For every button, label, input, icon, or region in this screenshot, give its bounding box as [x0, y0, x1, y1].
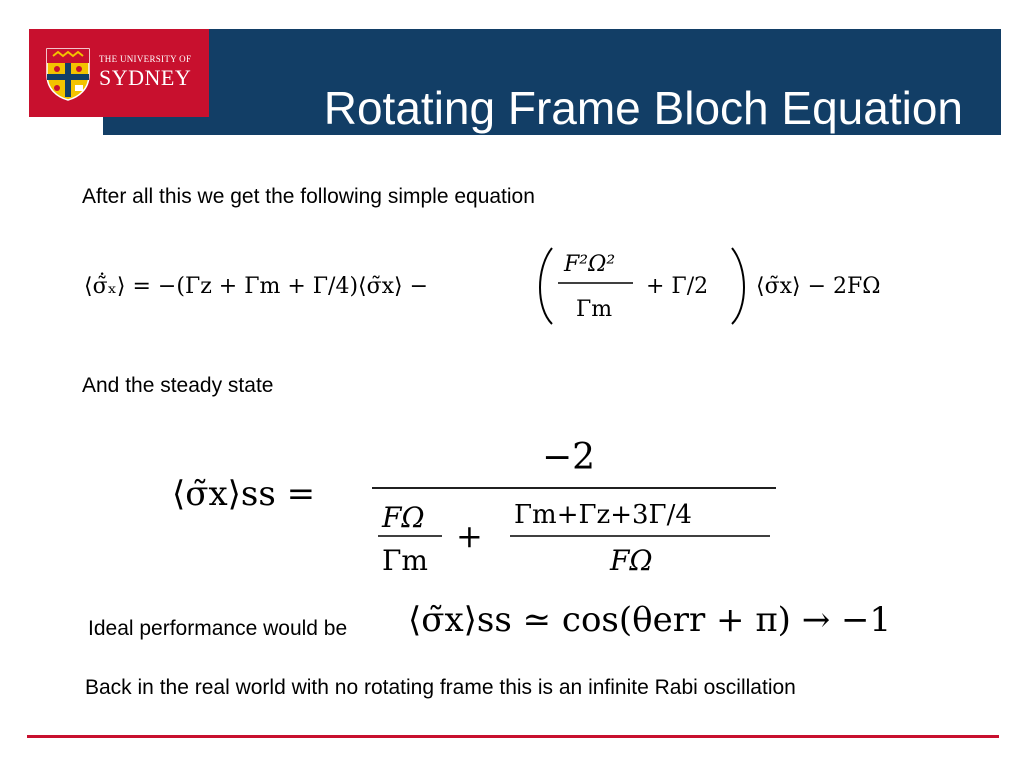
university-logo	[29, 29, 209, 117]
bloch-equation-render	[80, 240, 920, 330]
steady-state-equation-render	[170, 425, 790, 580]
eq2-den-frac2-den: FΩ	[610, 544, 653, 577]
intro-text: After all this we get the following simple equation	[82, 185, 535, 208]
ideal-performance-equation: ⟨σ̃x⟩ss ≃ cos(θerr + π) → −1	[408, 600, 892, 640]
eq2-lhs: ⟨σ̃x⟩ss =	[172, 474, 316, 514]
footer-divider	[27, 735, 999, 738]
logo-text-small: THE UNIVERSITY OF	[99, 54, 192, 64]
eq1-tail: ⟨σ̃x⟩ − 2FΩ	[756, 274, 881, 299]
eq2-plus: +	[456, 517, 483, 555]
eq2-numerator: −2	[542, 437, 596, 478]
logo-text-sydney: SYDNEY	[99, 65, 192, 90]
crest-icon	[45, 47, 91, 101]
eq1-frac-num: F²Ω²	[564, 252, 616, 277]
real-world-text: Back in the real world with no rotating frame this is an infinite Rabi oscillation	[85, 676, 796, 699]
ideal-performance-text: Ideal performance would be	[88, 617, 348, 640]
eq2-den-frac1-num: FΩ	[382, 501, 425, 534]
eq1-left-paren	[540, 248, 552, 324]
eq1-right-paren	[732, 248, 744, 324]
eq1-after-frac: + Γ/2	[646, 274, 709, 299]
title-bar	[103, 29, 1001, 135]
eq2-den-frac2-num: Γm+Γz+3Γ/4	[514, 500, 692, 530]
eq2-den-frac1-den: Γm	[382, 544, 428, 577]
steady-state-text: And the steady state	[82, 374, 274, 397]
eq1-lhs: ⟨σ̃̇ₓ⟩ = −(Γz + Γm + Γ/4)⟨σ̃x⟩ −	[84, 274, 429, 299]
slide-title: Rotating Frame Bloch Equation	[323, 82, 963, 134]
eq1-frac-den: Γm	[576, 297, 613, 322]
